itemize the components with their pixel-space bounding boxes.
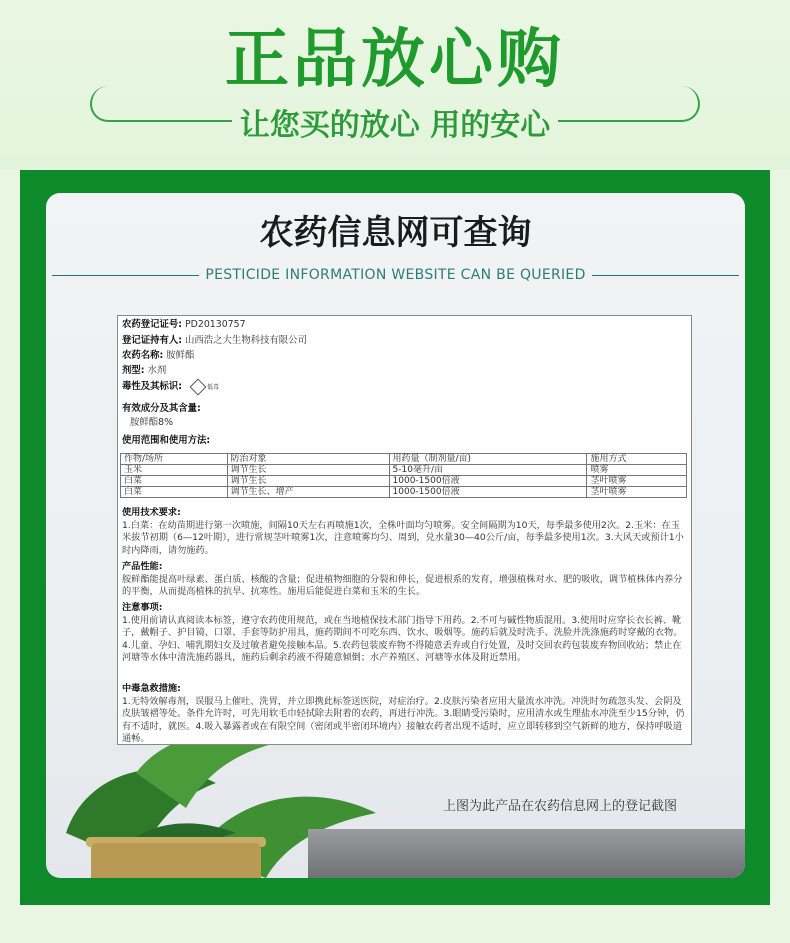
first-aid-section — [122, 683, 688, 746]
name-label: 农药名称: — [122, 350, 164, 361]
notes-text: 1.使用前请认真阅读本标签，遵守农药使用规范，或在当地植保技术部门指导下用药。2.不可与碱性物质混用。3.使用时应穿长衣长裤、靴子，戴帽子、护目镜、口罩、手套等防护用具，施药期间不可吃东西、饮水、吸烟等。施药后就及时洗手、洗脸并洗涤施药时穿戴的衣物。4.儿童、孕妇、哺乳期妇女及过敏者避免接触本品。5.农药包装废弃物不得随意丢弃或自行处置，及时交回农药包装废弃物回收站；禁止在河塘等水体中清洗施药器具，施药后剩余药液不得随意倾倒；水产养殖区、河塘等水体及附近禁用。 — [122, 614, 683, 663]
table-cell: 喷雾 — [587, 465, 687, 476]
perf-section — [122, 561, 688, 599]
ingredient-label: 有效成分及其含量: — [122, 403, 201, 414]
table-header-cell: 施用方式 — [587, 454, 687, 465]
plant-pot — [91, 843, 261, 878]
divider-left — [52, 275, 199, 276]
card-title: 农药信息网可查询 — [259, 213, 532, 253]
table-header-cell: 作物/场所 — [121, 454, 228, 465]
toxicity-line — [122, 380, 219, 394]
reg-no-label: 农药登记证号: — [122, 319, 182, 330]
perf-text: 胺鲜酯能提高叶绿素、蛋白质、核酸的含量；促进植物细胞的分裂和伸长，促进根系的发育，增强植株对水、肥的吸收，调节植株体内养分的平衡，从而提高植株的抗旱、抗寒性。施用后能促进白菜和玉米的生长。 — [122, 573, 683, 597]
notes-label: 注意事项: — [122, 602, 163, 613]
table-header-cell: 用药量（制剂量/亩) — [389, 454, 587, 465]
table-row — [121, 487, 687, 498]
tech-label: 使用技术要求: — [122, 507, 181, 518]
hero-title: 正品放心购 — [225, 23, 565, 97]
table-cell: 玉米 — [121, 465, 228, 476]
notes-section — [122, 602, 688, 665]
table-cell: 5-10毫升/亩 — [389, 465, 587, 476]
form-line — [122, 364, 166, 377]
table-header-row — [121, 454, 687, 465]
table-cell: 茎叶喷雾 — [587, 476, 687, 487]
photo-backdrop — [308, 829, 745, 878]
toxicity-badge-text: 低毒 — [206, 384, 219, 391]
form: 水剂 — [147, 365, 167, 376]
first-aid-label: 中毒急救措施: — [122, 683, 181, 694]
table-cell: 调节生长 — [227, 476, 389, 487]
table-cell: 调节生长、增产 — [227, 487, 389, 498]
tech-text: 1.白菜：在幼苗期进行第一次喷施，间隔10天左右再喷施1次，全株叶面均匀喷雾。安全间隔期为10天，每季最多使用2次。2.玉米：在玉米拔节初期（6—12叶期），进行常规茎叶喷雾1次，注意喷雾均匀、周到，兑水量30—40公斤/亩，每季最多使用1次。3.大风天或预计1小时内降雨，请勿施药。 — [122, 519, 684, 556]
product-name: 胺鲜酯 — [166, 350, 195, 361]
table-cell: 调节生长 — [227, 465, 389, 476]
ingredient: 胺鲜酯8% — [130, 417, 173, 428]
table-cell: 茎叶喷雾 — [587, 487, 687, 498]
registration-screenshot — [117, 315, 692, 745]
reg-no-line — [122, 318, 246, 331]
holder: 山西浩之大生物科技有限公司 — [184, 335, 307, 346]
perf-label: 产品性能: — [122, 561, 163, 572]
table-cell: 白菜 — [121, 476, 228, 487]
table-cell: 1000-1500倍液 — [389, 476, 587, 487]
usage-label-line — [122, 434, 210, 447]
form-label: 剂型: — [122, 365, 145, 376]
hero-banner — [0, 0, 790, 170]
toxicity-badge-icon — [190, 378, 207, 395]
card-subtitle-row — [52, 266, 739, 284]
hero-subtitle: 让您买的放心 用的安心 — [239, 108, 551, 143]
ingredient-label-line — [122, 402, 201, 415]
table-row — [121, 476, 687, 487]
table-row — [121, 465, 687, 476]
reg-no: PD20130757 — [184, 319, 246, 330]
holder-line — [122, 334, 307, 347]
usage-table — [120, 453, 687, 498]
first-aid-text: 1.无特效解毒剂，误服马上催吐、洗胃，并立即携此标签送医院，对症治疗。2.皮肤污染者应用大量流水冲洗。冲洗时勿疏忽头发、会阴及皮肤皱褶等处。条件允许时，可先用软毛巾轻拭除去附着的农药，再进行冲洗。3.眼睛受污染时，应用清水或生理盐水冲洗至少15分钟，仍有不适时，就医。4.吸入暴露者或在有限空间（密闭或半密闭环境内）接触农药者出现不适时，应立即转移到空气新鲜的地方，保持呼吸道通畅。 — [122, 695, 685, 744]
tech-section — [122, 507, 688, 557]
table-cell: 白菜 — [121, 487, 228, 498]
info-card — [46, 193, 745, 878]
card-subtitle: PESTICIDE INFORMATION WEBSITE CAN BE QUERIED — [205, 267, 586, 283]
name-line — [122, 349, 194, 362]
holder-label: 登记证持有人: — [122, 335, 182, 346]
toxicity-label: 毒性及其标识: — [122, 381, 182, 392]
usage-label: 使用范围和使用方法: — [122, 435, 211, 446]
table-cell: 1000-1500倍液 — [389, 487, 587, 498]
screenshot-caption: 上图为此产品在农药信息网上的登记截图 — [443, 799, 678, 814]
table-header-cell: 防治对象 — [227, 454, 389, 465]
divider-right — [592, 275, 739, 276]
